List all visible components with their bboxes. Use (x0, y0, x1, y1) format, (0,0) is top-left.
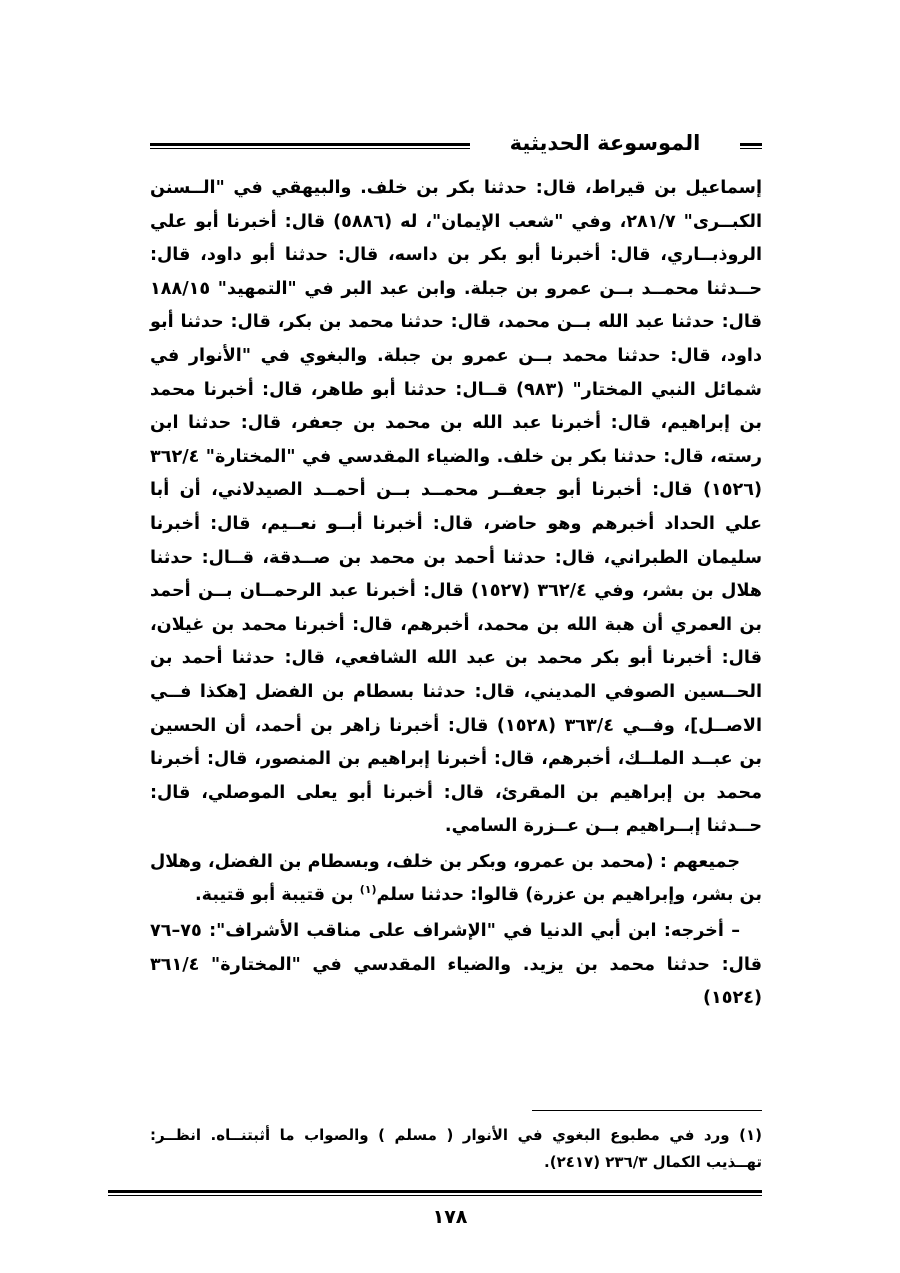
paragraph-2 (150, 846, 762, 913)
header-rule-right (740, 143, 762, 149)
footnote-marker[interactable]: (١) (359, 883, 377, 897)
paragraph-2-tail: بن قتيبة أبو قتيبة. (194, 885, 360, 906)
footnote-text: (١) ورد في مطبوع البغوي في الأنوار ( مسلم ) والصواب ما أثبتنــاه. انظــر: تهــذيب الكمال ٢٣٦/٣ (٢٤١٧). (150, 1126, 762, 1171)
page-header (150, 128, 762, 162)
paragraph-1: إسماعيل بن قيراط، قال: حدثنا بكر بن خلف. والبيهقي في "الــسنن الكبــرى" ٢٨١/٧، وفي "شعب الإيمان"، له (٥٨٨٦) قال: أخبرنا أبو علي الروذبــاري، قال: أخبرنا أبو بكر بن داسه، قال: حدثنا أبو داود، قال: حــدثنا محمــد بــن عمرو بن جبلة. وابن عبد البر في "التمهيد" ١٨٨/١٥ قال: حدثنا عبد الله بــن محمد، قال: حدثنا محمد بن بكر، قال: حدثنا أبو داود، قال: حدثنا محمد بــن عمرو بن جبلة. والبغوي في "الأنوار في شمائل النبي المختار" (٩٨٣) قــال: حدثنا أبو طاهر، قال: أخبرنا محمد بن إبراهيم، قال: أخبرنا عبد الله بن محمد بن جعفر، قال: حدثنا ابن رسته، قال: حدثنا بكر بن خلف. والضياء المقدسي في "المختارة" ٣٦٢/٤ (١٥٢٦) قال: أخبرنا أبو جعفــر محمــد بــن أحمــد الصيدلاني، أن أبا علي الحداد أخبرهم وهو حاضر، قال: أخبرنا أبــو نعــيم، قال: أخبرنا سليمان الطبراني، قال: حدثنا أحمد بن محمد بن صــدقة، قــال: حدثنا هلال بن بشر، وفي ٣٦٢/٤ (١٥٢٧) قال: أخبرنا عبد الرحمــان بــن أحمد بن العمري أن هبة الله بن محمد، أخبرهم، قال: أخبرنا محمد بن غيلان، قال: أخبرنا أبو بكر محمد بن عبد الله الشافعي، قال: حدثنا أحمد بن الحــسين الصوفي المديني، قال: حدثنا بسطام بن الفضل [هكذا فــي الاصــل]، وفــي ٣٦٣/٤ (١٥٢٨) قال: أخبرنا زاهر بن أحمد، أن الحسين بن عبــد الملــك، أخبرهم، قال: أخبرنا إبراهيم بن المنصور، قال: أخبرنا محمد بن إبراهيم بن المقرئ، قال: أخبرنا أبو يعلى الموصلي، قال: حــدثنا إبــراهيم بــن عــزرة السامي. (150, 178, 762, 837)
paragraph-3: – أخرجه: ابن أبي الدنيا في "الإشراف على مناقب الأشراف": ٧٥–٧٦ قال: حدثنا محمد بن يزيد. والضياء المقدسي في "المختارة" ٣٦١/٤ (١٥٢٤) (150, 921, 762, 1009)
footnote (150, 1122, 762, 1176)
page-number: ١٧٨ (432, 1206, 468, 1228)
footer-rule (108, 1190, 762, 1196)
main-text (150, 172, 762, 1016)
running-title: الموسوعة الحديثية (509, 131, 701, 155)
footnote-separator (532, 1110, 762, 1111)
header-rule-left (150, 143, 470, 149)
paragraph-2-text: جميعهم : (محمد بن عمرو، وبكر بن خلف، وبسطام بن الفضل، وهلال بن بشر، وإبراهيم بن عزرة) قالوا: حدثنا سلم (150, 851, 762, 906)
